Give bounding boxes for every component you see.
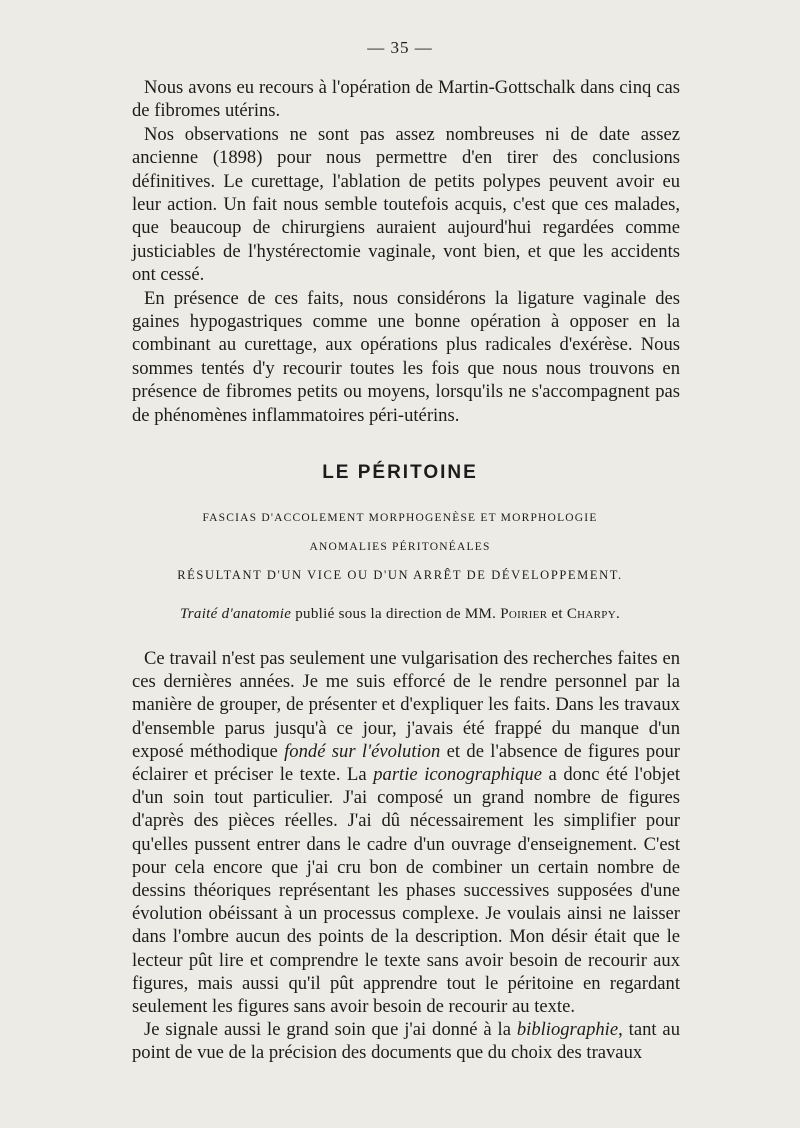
reference-work: Traité d'anatomie (179, 606, 292, 622)
intro-text (132, 76, 680, 427)
subtitle: ANOMALIES PÉRITONÉALES (309, 541, 491, 553)
emphasis: fondé sur l'évolution (284, 740, 441, 762)
text-run: et de l'absence de figures pour éclairer et préciser le texte. La (132, 740, 680, 786)
text-run: Ce travail n'est pas seulement une vulgarisation des recherches faites en ces dernières années. Je me suis efforcé de le rendre personnel par la manière de grouper, de présenter et d'expliquer les faits. Dans les travaux d'ensemble parus jusqu'à ce jour, j'avais été frappé du manque d'un exposé méthodique (132, 648, 680, 762)
reference-line (0, 606, 800, 623)
text-run: , tant au point de vue de la précision des documents que du choix des travaux (132, 1019, 680, 1064)
paragraph (132, 647, 680, 1018)
paragraph: Nos observations ne sont pas assez nombreuses ni de date assez ancienne (1898) pour nous permettre d'en tirer des conclusions définitives. Le curettage, l'ablation de petits polypes peuvent avoir eu leur action. Un fait nous semble toutefois acquis, c'est que ces malades, que beaucoup de chirurgiens auraient aujourd'hui regardées comme justiciables de l'hystérectomie vaginale, vont bien, et que les accidents ont cessé. (132, 123, 680, 286)
emphasis: partie iconographique (373, 764, 542, 786)
page-number: — 35 — (367, 38, 433, 57)
paragraph: Nous avons eu recours à l'opération de Martin-Gottschalk dans cinq cas de fibromes utérins. (132, 77, 680, 122)
body-text (132, 647, 680, 1065)
text-run: Je signale aussi le grand soin que j'ai donné à la (144, 1019, 517, 1041)
subtitle: FASCIAS D'ACCOLEMENT MORPHOGENÈSE ET MORPHOLOGIE (202, 512, 598, 524)
subtitle: RÉSULTANT D'UN VICE OU D'UN ARRÊT DE DÉVELOPPEMENT. (177, 568, 623, 582)
reference-author: Charpy (566, 606, 616, 622)
reference-author: Poirier (500, 606, 548, 622)
reference-text: . (615, 606, 621, 622)
paragraph: En présence de ces faits, nous considérons la ligature vaginale des gaines hypogastriques comme une bonne opération à opposer en la combinant au curettage, aux opérations plus radicales d'exérèse. Nous sommes tentés d'y recourir toutes les fois que nous nous trouvons en présence de fibromes petits ou moyens, lorsqu'ils ne s'accompagnent pas de phénomènes inflammatoires péri-utérins. (132, 287, 680, 426)
reference-text: et (547, 606, 567, 622)
reference-text: publié sous la direction de MM. (291, 606, 501, 622)
paragraph (132, 1018, 680, 1064)
section-title: LE PÉRITOINE (322, 462, 478, 483)
emphasis: bibliographie (516, 1019, 619, 1041)
text-run: a donc été l'objet d'un soin tout particulier. J'ai composé un grand nombre de figures d'après des pièces réelles. J'ai dû nécessairement les simplifier pour qu'elles pussent entrer dans le cadre d'un ouvrage d'enseignement. C'est pour cela encore que j'ai cru bon de combiner un certain nombre de dessins théoriques représentant les phases successives supposées d'une évolution obéissant à un processus complexe. Je voulais ainsi ne laisser dans l'ombre aucun des points de la description. Mon désir était que le lecteur pût lire et comprendre le texte sans avoir besoin de recourir aux figures, mais aussi qu'il pût apprendre tout le péritoine en regardant seulement les figures sans avoir besoin de recourir au texte. (132, 764, 680, 1018)
